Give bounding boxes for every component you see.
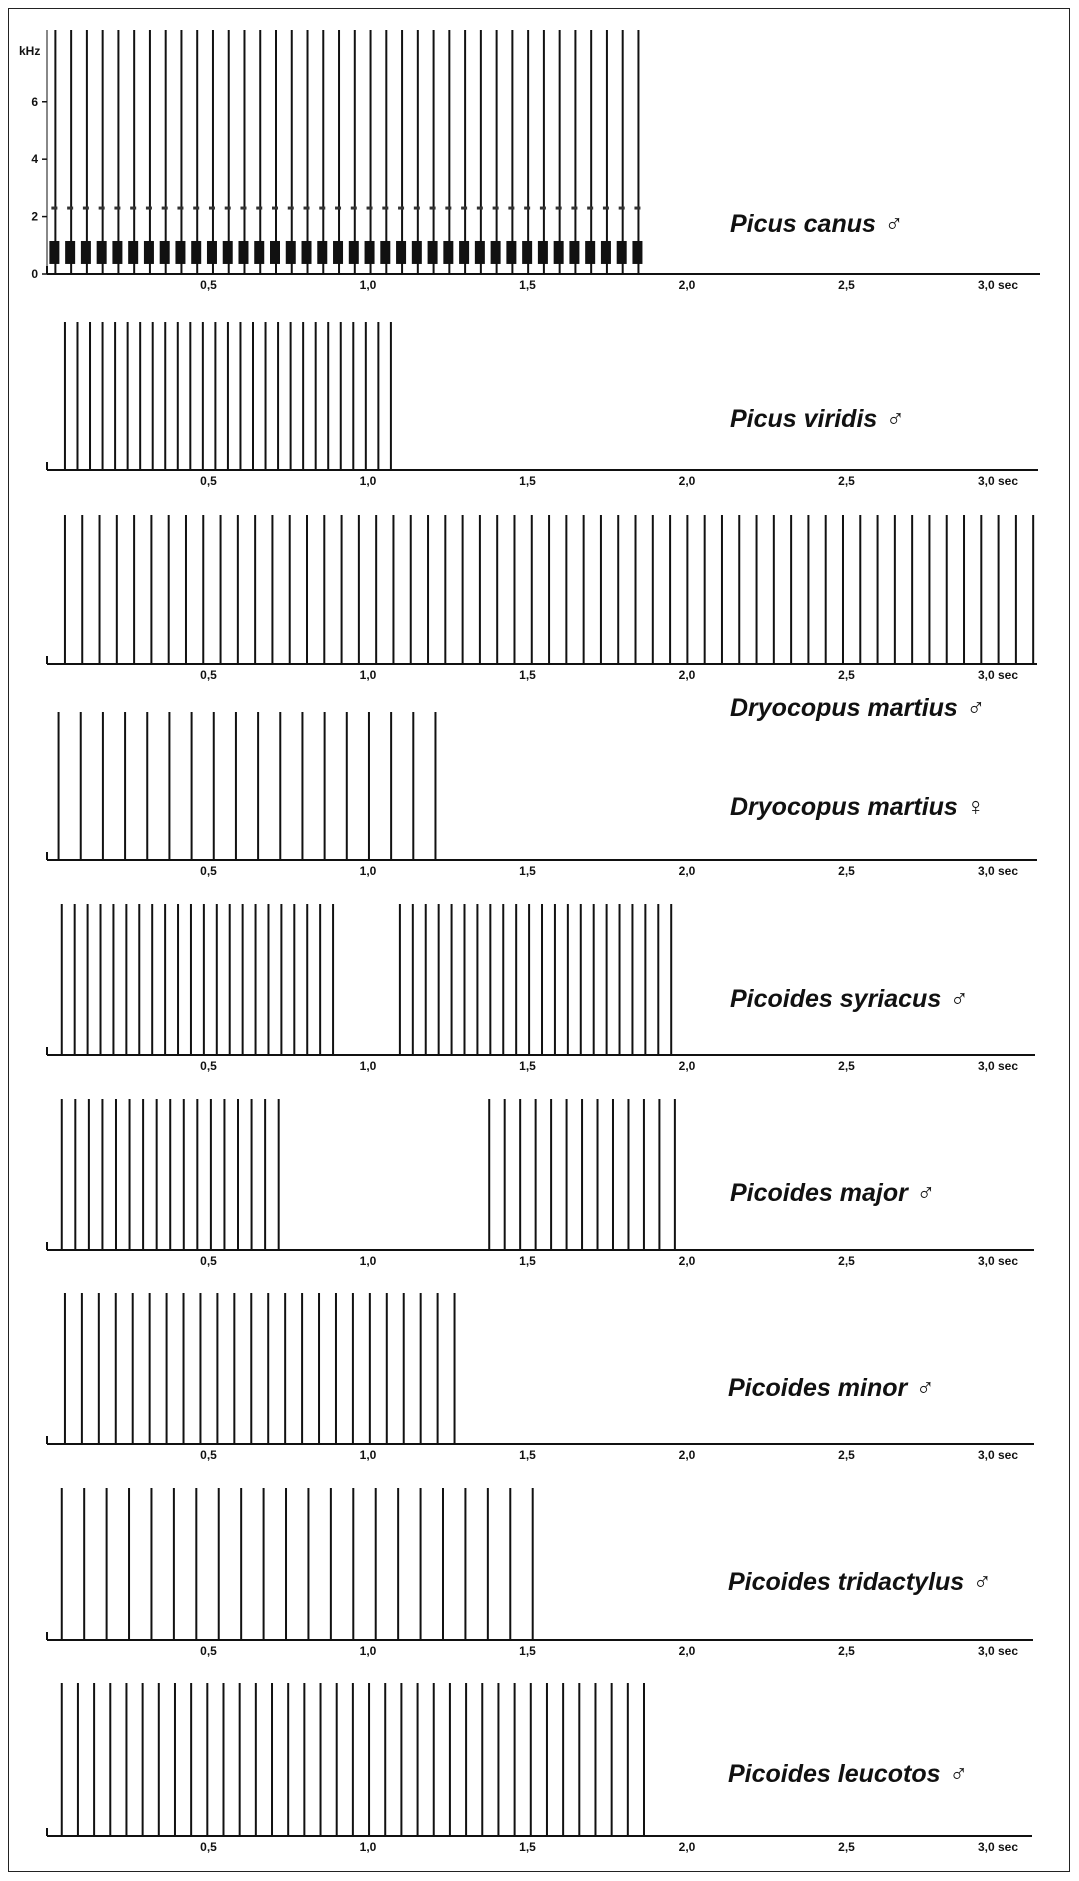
panel-1-energy-band	[585, 241, 595, 264]
panel-1-harmonic-band	[146, 207, 152, 210]
panel-1-harmonic-band	[414, 207, 420, 210]
panel-5-species-label: Picoides syriacus ♂	[730, 985, 967, 1013]
panel-1-energy-band	[49, 241, 59, 264]
panel-9-x-tick-label: 3,0 sec	[977, 1840, 1019, 1854]
panel-1-harmonic-band	[619, 207, 625, 210]
panel-1-x-tick-label: 1,0	[359, 278, 377, 292]
panel-2-x-tick-label: 2,0	[678, 474, 696, 488]
panel-1-y-axis-label: kHz	[19, 44, 41, 58]
panel-2-x-tick-label: 1,0	[359, 474, 377, 488]
panel-7-x-tick-label: 1,5	[519, 1448, 536, 1462]
panel-9-species-label: Picoides leucotos ♂	[728, 1760, 967, 1788]
panel-1-harmonic-band	[225, 207, 231, 210]
panel-1-energy-band	[333, 241, 343, 264]
panel-8-x-tick-label: 2,5	[838, 1644, 855, 1658]
panel-6-species-label: Picoides major ♂	[730, 1179, 934, 1207]
panel-1-energy-band	[428, 241, 438, 264]
panel-1-y-tick-label: 4	[31, 152, 38, 167]
panel-1-harmonic-band	[130, 207, 136, 210]
panel-1-energy-band	[97, 241, 107, 264]
panel-9-x-tick-label: 2,0	[678, 1840, 696, 1854]
panel-1-energy-band	[144, 241, 154, 264]
panel-1-harmonic-band	[162, 207, 168, 210]
panel-3-x-tick-label: 1,0	[359, 668, 377, 682]
panel-1-harmonic-band	[634, 207, 640, 210]
panel-1-energy-band	[286, 241, 296, 264]
panel-9-x-tick-label: 1,0	[359, 1840, 377, 1854]
panel-5-x-tick-label: 2,5	[838, 1059, 855, 1073]
panel-1-x-tick-label: 0,5	[200, 278, 217, 292]
panel-1-energy-band	[632, 241, 642, 264]
panel-1-energy-band	[396, 241, 406, 264]
panel-1-harmonic-band	[67, 207, 73, 210]
panel-1-energy-band	[459, 241, 469, 264]
panel-3-x-tick-label: 2,0	[678, 668, 696, 682]
panel-1-harmonic-band	[367, 207, 373, 210]
panel-1-y-tick-label: 6	[31, 94, 38, 109]
panel-1-harmonic-band	[177, 207, 183, 210]
panel-1-energy-band	[238, 241, 248, 264]
panel-7-x-tick-label: 0,5	[200, 1448, 217, 1462]
panel-2-x-tick-label: 1,5	[519, 474, 536, 488]
panel-1-energy-band	[81, 241, 91, 264]
panel-6-x-tick-label: 2,0	[678, 1254, 696, 1268]
panel-1-energy-band	[522, 241, 532, 264]
panel-9-x-tick-label: 1,5	[519, 1840, 536, 1854]
panel-1-y-tick-label: 0	[31, 267, 38, 281]
panel-1-harmonic-band	[83, 207, 89, 210]
panel-1-energy-band	[112, 241, 122, 264]
panel-7-x-tick-label: 2,5	[838, 1448, 855, 1462]
panel-4-x-tick-label: 1,0	[359, 864, 377, 878]
panel-5-x-tick-label: 1,0	[359, 1059, 377, 1073]
panel-1-x-tick-label: 2,0	[678, 278, 696, 292]
panel-1-harmonic-band	[556, 207, 562, 210]
panel-1-harmonic-band	[508, 207, 514, 210]
panel-1-harmonic-band	[193, 207, 199, 210]
panel-1-energy-band	[617, 241, 627, 264]
panel-3-x-tick-label: 0,5	[200, 668, 217, 682]
panel-1-energy-band	[443, 241, 453, 264]
panel-1-harmonic-band	[99, 207, 105, 210]
panel-4-x-tick-label: 0,5	[200, 864, 217, 878]
panel-9-x-tick-label: 0,5	[200, 1840, 217, 1854]
panel-4-x-tick-label: 1,5	[519, 864, 536, 878]
panel-1-energy-band	[128, 241, 138, 264]
panel-6-x-tick-label: 1,0	[359, 1254, 377, 1268]
panel-4-x-tick-label: 3,0 sec	[977, 864, 1019, 878]
panel-1-energy-band	[302, 241, 312, 264]
panel-1-energy-band	[175, 241, 185, 264]
panel-1-harmonic-band	[209, 207, 215, 210]
panel-1-energy-band	[554, 241, 564, 264]
panel-1-energy-band	[538, 241, 548, 264]
panel-1-energy-band	[349, 241, 359, 264]
panel-1-harmonic-band	[319, 207, 325, 210]
panel-6-x-tick-label: 3,0 sec	[977, 1254, 1019, 1268]
panel-1-energy-band	[601, 241, 611, 264]
panel-1-energy-band	[475, 241, 485, 264]
panel-1-energy-band	[380, 241, 390, 264]
panel-1-harmonic-band	[114, 207, 120, 210]
panel-7-species-label: Picoides minor ♂	[728, 1374, 933, 1402]
panel-1-x-tick-label: 1,5	[519, 278, 536, 292]
panel-8-x-tick-label: 1,5	[519, 1644, 536, 1658]
panel-1-energy-band	[65, 241, 75, 264]
panel-3-species-label: Dryocopus martius ♂	[730, 694, 984, 722]
panel-1-harmonic-band	[304, 207, 310, 210]
panel-6-x-tick-label: 0,5	[200, 1254, 217, 1268]
panel-1-harmonic-band	[398, 207, 404, 210]
panel-1-harmonic-band	[493, 207, 499, 210]
panel-1-energy-band	[191, 241, 201, 264]
panel-1-harmonic-band	[335, 207, 341, 210]
panel-1-harmonic-band	[430, 207, 436, 210]
panel-1-harmonic-band	[461, 207, 467, 210]
panel-8-x-tick-label: 2,0	[678, 1644, 696, 1658]
panel-1-energy-band	[223, 241, 233, 264]
panel-1-harmonic-band	[477, 207, 483, 210]
panel-8-species-label: Picoides tridactylus ♂	[728, 1568, 990, 1596]
panel-2-species-label: Picus viridis ♂	[730, 405, 903, 433]
panel-7-x-tick-label: 2,0	[678, 1448, 696, 1462]
panel-3-x-tick-label: 1,5	[519, 668, 536, 682]
panel-1-harmonic-band	[240, 207, 246, 210]
panel-7-x-tick-label: 3,0 sec	[977, 1448, 1019, 1462]
panel-8-x-tick-label: 1,0	[359, 1644, 377, 1658]
panel-1-y-tick-label: 2	[31, 209, 38, 224]
panel-2-x-tick-label: 2,5	[838, 474, 855, 488]
panel-1-harmonic-band	[524, 207, 530, 210]
panel-1-energy-band	[506, 241, 516, 264]
panel-1-harmonic-band	[603, 207, 609, 210]
panel-2-x-tick-label: 3,0 sec	[977, 474, 1019, 488]
panel-2-x-tick-label: 0,5	[200, 474, 217, 488]
panel-3-x-tick-label: 2,5	[838, 668, 855, 682]
panel-6-x-tick-label: 1,5	[519, 1254, 536, 1268]
panel-1-harmonic-band	[288, 207, 294, 210]
panel-1-energy-band	[412, 241, 422, 264]
panel-1-energy-band	[254, 241, 264, 264]
panel-5-x-tick-label: 3,0 sec	[977, 1059, 1019, 1073]
panel-5-x-tick-label: 1,5	[519, 1059, 536, 1073]
panel-1-harmonic-band	[51, 207, 57, 210]
panel-1-harmonic-band	[445, 207, 451, 210]
panel-1-harmonic-band	[571, 207, 577, 210]
panel-4-species-label: Dryocopus martius ♀	[730, 793, 984, 821]
panel-1-energy-band	[270, 241, 280, 264]
panel-7-x-tick-label: 1,0	[359, 1448, 377, 1462]
panel-3-x-tick-label: 3,0 sec	[977, 668, 1019, 682]
panel-6-x-tick-label: 2,5	[838, 1254, 855, 1268]
panel-9-x-tick-label: 2,5	[838, 1840, 855, 1854]
panel-1-x-tick-label: 2,5	[838, 278, 855, 292]
panel-1-energy-band	[569, 241, 579, 264]
panel-5-x-tick-label: 0,5	[200, 1059, 217, 1073]
panel-1-energy-band	[491, 241, 501, 264]
panel-1-harmonic-band	[587, 207, 593, 210]
panel-4-x-tick-label: 2,5	[838, 864, 855, 878]
panel-1-harmonic-band	[272, 207, 278, 210]
panel-1-energy-band	[160, 241, 170, 264]
panel-4-x-tick-label: 2,0	[678, 864, 696, 878]
panel-1-harmonic-band	[351, 207, 357, 210]
panel-1-harmonic-band	[540, 207, 546, 210]
panel-8-x-tick-label: 3,0 sec	[977, 1644, 1019, 1658]
panel-1-energy-band	[317, 241, 327, 264]
panel-8-x-tick-label: 0,5	[200, 1644, 217, 1658]
panel-1-harmonic-band	[382, 207, 388, 210]
panel-1-energy-band	[207, 241, 217, 264]
panel-1-energy-band	[365, 241, 375, 264]
panel-1-species-label: Picus canus ♂	[730, 210, 902, 238]
panel-1-x-tick-label: 3,0 sec	[977, 278, 1019, 292]
panel-1-harmonic-band	[256, 207, 262, 210]
panel-5-x-tick-label: 2,0	[678, 1059, 696, 1073]
